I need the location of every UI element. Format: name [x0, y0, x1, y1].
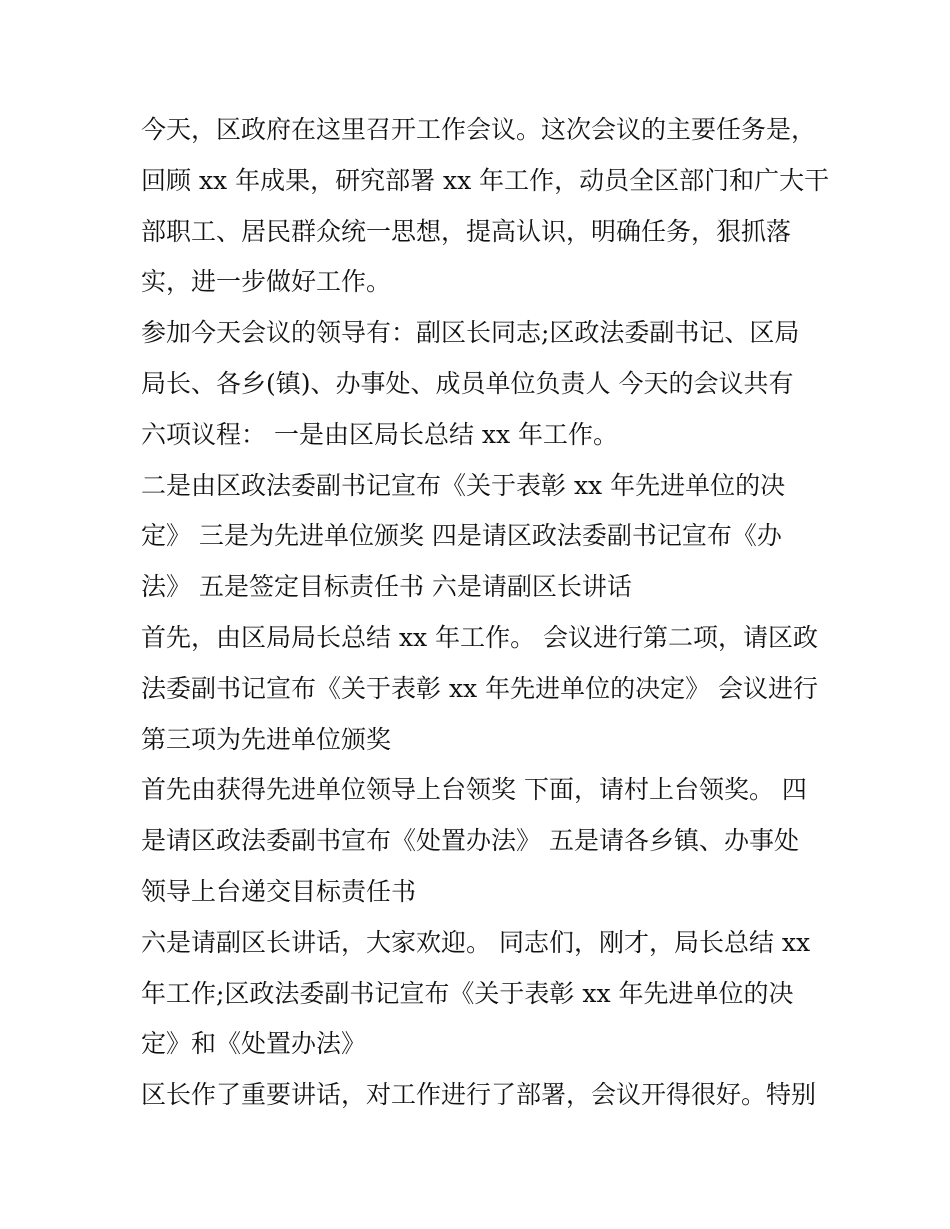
text-line: 首先，由区局局长总结 xx 年工作。 会议进行第二项，请区政 [141, 622, 819, 652]
text-line: 实，进一步做好工作。 [141, 267, 392, 297]
text-line: 二是由区政法委副书记宣布《关于表彰 xx 年先进单位的决 [141, 470, 786, 500]
document-body [141, 105, 830, 1121]
text-line: 局长、各乡(镇)、办事处、成员单位负责人 今天的会议共有 [141, 368, 794, 398]
text-line: 回顾 xx 年成果，研究部署 xx 年工作，动员全区部门和广大干 [141, 165, 830, 195]
text-line: 参加今天会议的领导有：副区长同志;区政法委副书记、区局 [141, 318, 800, 348]
text-line: 六是请副区长讲话，大家欢迎。 同志们，刚才，局长总结 xx [141, 927, 811, 957]
text-line: 首先由获得先进单位领导上台领奖 下面，请村上台领奖。 四 [141, 775, 807, 805]
text-line: 区长作了重要讲话，对工作进行了部署，会议开得很好。特别 [141, 1080, 817, 1110]
text-line: 年工作;区政法委副书记宣布《关于表彰 xx 年先进单位的决 [141, 978, 794, 1008]
text-line: 是请区政法委副书宣布《处置办法》 五是请各乡镇、办事处 [141, 826, 799, 856]
text-line: 法》 五是签定目标责任书 六是请副区长讲话 [141, 572, 632, 602]
text-line: 法委副书记宣布《关于表彰 xx 年先进单位的决定》 会议进行 [141, 673, 819, 703]
text-line: 领导上台递交目标责任书 [141, 876, 417, 906]
text-line: 定》和《处置办法》 [141, 1029, 367, 1059]
text-line: 部职工、居民群众统一思想，提高认识，明确任务，狠抓落 [141, 216, 792, 246]
text-line: 六项议程： 一是由区局长总结 xx 年工作。 [141, 419, 619, 449]
text-line: 第三项为先进单位颁奖 [141, 724, 392, 754]
text-line: 定》 三是为先进单位颁奖 四是请区政法委副书记宣布《办 [141, 521, 782, 551]
text-line: 今天，区政府在这里召开工作会议。这次会议的主要任务是， [141, 115, 817, 144]
